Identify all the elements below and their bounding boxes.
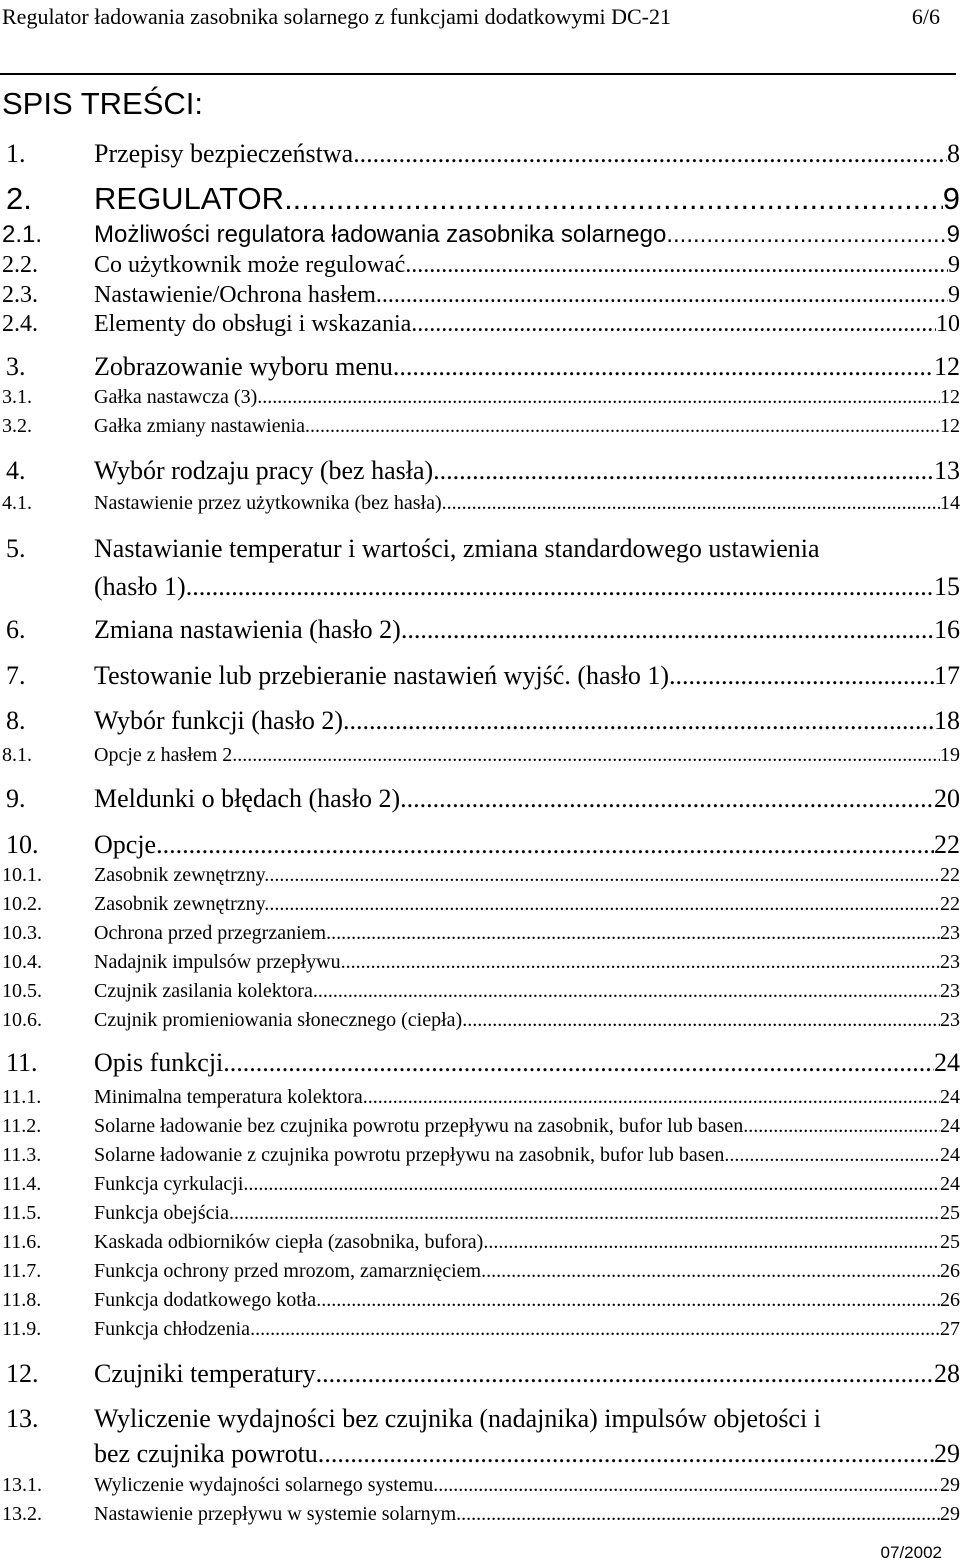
toc-leader-dots [411,312,936,336]
toc-entry-page: 18 [934,706,960,735]
toc-entry-number: 11. [6,1048,38,1077]
toc-leader-dots [393,354,934,380]
toc-entry-number: 11.3. [2,1144,42,1166]
toc-entry-number: 10.1. [2,864,42,886]
toc-entry-number: 12. [6,1359,39,1388]
toc-entry-page: 9 [942,181,960,216]
toc-entry-page: 8 [947,139,960,168]
toc-entry-title: Czujnik promieniowania słonecznego (ciepła) [94,1009,463,1031]
toc-leader-dots [666,223,946,247]
toc-entry-title: Przepisy bezpieczeństwa. [94,139,360,168]
toc-entry[interactable] [0,708,960,738]
toc-entry-page: 24 [940,1173,960,1195]
toc-entry-title: Zasobnik zewnętrzny. [94,864,270,886]
toc-entry-page: 24 [940,1086,960,1108]
toc-entry-title: Wyliczenie wydajności bez czujnika (nadajnika) impulsów objetości i [94,1404,821,1433]
toc-entry[interactable] [0,181,960,216]
toc-entry-number: 11.8. [2,1289,42,1311]
toc-entry[interactable] [0,1261,960,1291]
toc-entry[interactable] [0,1174,960,1204]
toc-entry[interactable] [0,536,960,566]
toc-entry-title: Minimalna temperatura kolektora [94,1086,363,1108]
toc-entry[interactable] [0,865,960,895]
toc-entry[interactable] [0,923,960,953]
toc-entry-page: 27 [940,1318,960,1340]
toc-entry-title: Solarne ładowanie bez czujnika powrotu przepływu na zasobnik, bufor lub basen [94,1115,744,1137]
toc-entry-title: Ochrona przed przegrzaniem [94,922,327,944]
toc-entry-number: 2.4. [2,311,38,337]
toc-entry-number: 11.5. [2,1202,42,1224]
toc-entry-title: Nastawienie przez użytkownika (bez hasła) [94,492,442,514]
toc-entry-number: 7. [6,661,26,690]
toc-entry-number: 2.1. [2,221,43,248]
toc-entry-title: Meldunki o błędach (hasło 2) [94,784,401,813]
toc-entry-page: 22 [934,830,960,859]
toc-entry-page: 15 [934,572,960,601]
toc-entry-page: 29 [934,1439,960,1468]
toc-entry[interactable] [0,1361,960,1391]
toc-leader-dots [743,1116,940,1136]
toc-leader-dots [326,923,940,943]
toc-entry-page: 12 [940,386,960,408]
toc-entry-title: Co użytkownik może regulować [94,252,406,278]
toc-entry-title: Wyliczenie wydajności solarnego systemu. [94,1474,439,1496]
toc-entry[interactable] [0,617,960,647]
toc-entry-title: Funkcja ochrony przed mrozom, zamarznięciem [94,1260,482,1282]
toc-entry-page: 14 [940,492,960,514]
toc-entry-number: 6. [6,615,26,644]
toc-entry[interactable] [0,387,960,417]
toc-entry[interactable] [0,981,960,1011]
toc-entry-number: 3.1. [2,386,32,408]
toc-entry-number: 11.9. [2,1318,42,1340]
toc-entry-page: 24 [940,1115,960,1137]
toc-leader-dots [305,416,940,436]
toc-entry-page: 22 [940,893,960,915]
toc-entry[interactable] [0,832,960,862]
toc-entry-page: 19 [940,744,960,766]
toc-leader-dots [316,1361,934,1387]
toc-entry[interactable] [0,458,960,488]
toc-entry-page: 17 [934,661,960,690]
toc-leader-dots [324,1441,934,1467]
toc-entry-page: 13 [934,456,960,485]
toc-entry-title: Elementy do obsługi i wskazania [94,311,412,337]
toc-entry-title: Nadajnik impulsów przepływu [94,951,341,973]
toc-entry[interactable] [0,1203,960,1233]
toc-entry-page: 26 [940,1260,960,1282]
toc-entry-page: 23 [940,980,960,1002]
toc-entry-title: Funkcja cyrkulacji [94,1173,244,1195]
toc-entry[interactable] [0,1504,960,1534]
toc-entry-page: 20 [934,784,960,813]
toc-entry[interactable] [0,1232,960,1262]
toc-entry-number: 13. [6,1404,39,1433]
toc-entry[interactable] [0,1050,960,1080]
toc-entry[interactable] [0,354,960,384]
toc-entry-page: 16 [934,615,960,644]
toc-entry[interactable] [0,283,960,313]
toc-entry-title: Wybór rodzaju pracy (bez hasła) [94,456,434,485]
toc-leader-dots [724,1145,940,1165]
toc-entry-number: 4.1. [2,492,32,514]
toc-leader-dots [186,574,934,600]
toc-entry-number: 8.1. [2,744,32,766]
toc-leader-dots [363,1087,940,1107]
toc-leader-dots [250,1319,940,1339]
toc-entry-title: Opis funkcji [94,1048,224,1077]
toc-leader-dots [269,865,940,885]
toc-entry-page: 29 [940,1503,960,1525]
toc-leader-dots [483,1232,940,1252]
toc-entry-title: Funkcja dodatkowego kotła [94,1289,317,1311]
toc-entry[interactable] [0,141,960,171]
toc-entry-title: REGULATOR [94,181,285,216]
toc-entry-number: 2.3. [2,282,38,308]
toc-entry-number: 11.2. [2,1115,42,1137]
toc-entry[interactable] [0,1290,960,1320]
toc-entry-page: 23 [940,951,960,973]
toc-entry[interactable] [0,1116,960,1146]
toc-entry[interactable] [0,1145,960,1175]
footer-date: 07/2002 [880,1543,942,1562]
toc-entry-number: 11.7. [2,1260,42,1282]
toc-entry-number: 10. [6,830,39,859]
toc-leader-dots [313,981,940,1001]
toc-entry-number: 4. [6,456,26,485]
toc-entry-number: 10.2. [2,893,42,915]
toc-leader-dots [481,1261,940,1281]
toc-entry[interactable] [0,894,960,924]
toc-entry[interactable] [0,663,960,693]
toc-entry-title: Nastawienie/Ochrona hasłem [94,282,376,308]
toc-entry-continuation[interactable] [0,574,960,604]
toc-leader-dots [229,1203,940,1223]
toc-entry-title-continuation: (hasło 1) [94,572,186,601]
header-page-number: 6/6 [911,4,940,29]
toc-entry-title: Opcje z hasłem 2. [94,744,238,766]
toc-entry-title: Zasobnik zewnętrzny. [94,893,270,915]
toc-leader-dots [405,253,948,277]
toc-entry-number: 13.1. [2,1474,42,1496]
toc-entry-title: Funkcja chłodzenia [94,1318,251,1340]
toc-entry-title: Czujniki temperatury [94,1359,316,1388]
toc-entry-page: 23 [940,1009,960,1031]
toc-leader-dots [462,1010,940,1030]
toc-entry-title: Czujnik zasilania kolektora [94,980,313,1002]
toc-entry-title: Nastawienie przepływu w systemie solarnym [94,1503,457,1525]
toc-leader-dots [156,832,934,858]
toc-entry[interactable] [0,493,960,523]
toc-leader-dots [223,1050,934,1076]
toc-leader-dots [376,283,948,307]
toc-entry[interactable] [0,952,960,982]
toc-entry-page: 24 [940,1144,960,1166]
toc-entry[interactable] [0,745,960,775]
toc-entry-page: 23 [940,922,960,944]
toc-leader-dots [257,387,940,407]
toc-entry-title: Gałka nastawcza (3) [94,386,258,408]
toc-entry-title: Gałka zmiany nastawienia [94,415,306,437]
toc-entry-page: 25 [940,1202,960,1224]
toc-entry-number: 11.4. [2,1173,42,1195]
toc-leader-dots [438,1475,940,1495]
toc-entry[interactable] [0,312,960,342]
toc-entry[interactable] [0,786,960,816]
toc-entry-number: 10.3. [2,922,42,944]
toc-entry-number: 3. [6,352,26,381]
toc-entry-number: 2.2. [2,252,38,278]
toc-entry-title: Nastawianie temperatur i wartości, zmiana standardowego ustawienia [94,534,820,563]
toc-entry-number: 1. [6,139,26,168]
toc-entry-page: 26 [940,1289,960,1311]
toc-entry-title: Zmiana nastawienia (hasło 2) [94,615,401,644]
toc-entry-page: 25 [940,1231,960,1253]
toc-entry-title: Zobrazowanie wyboru menu [94,352,393,381]
toc-leader-dots [269,894,940,914]
toc-entry-number: 2. [6,181,32,216]
toc-leader-dots [341,952,940,972]
toc-entry[interactable] [0,1406,960,1436]
toc-leader-dots [349,708,934,734]
toc-entry-page: 22 [940,864,960,886]
toc-leader-dots [401,617,934,643]
toc-leader-dots [669,663,934,689]
toc-entry-page: 12 [934,352,960,381]
toc-entry-number: 5. [6,534,26,563]
toc-leader-dots [360,141,947,167]
toc-entry[interactable] [0,1319,960,1349]
toc-entry-number: 10.4. [2,951,42,973]
toc-entry-page: 29 [940,1474,960,1496]
toc-entry-page: 9 [948,252,960,278]
toc-entry-number: 3.2. [2,415,32,437]
toc-entry-title: Solarne ładowanie z czujnika powrotu przepływu na zasobnik, bufor lub basen [94,1144,725,1166]
toc-entry-number: 11.6. [2,1231,42,1253]
toc-entry-number: 10.5. [2,980,42,1002]
toc-entry-page: 9 [948,282,960,308]
toc-entry-number: 9. [6,784,26,813]
toc-entry-continuation[interactable] [0,1441,960,1471]
toc-entry-page: 12 [940,415,960,437]
header-divider [0,73,956,75]
toc-entry[interactable] [0,1010,960,1040]
toc-entry-page: 10 [936,311,960,337]
toc-entry-number: 8. [6,706,26,735]
toc-entry-title: Testowanie lub przebieranie nastawień wyjść. (hasło 1) [94,661,670,690]
toc-title: SPIS TREŚCI: [2,86,203,121]
toc-leader-dots [284,183,943,214]
toc-entry-page: 24 [934,1048,960,1077]
toc-entry-page: 28 [934,1359,960,1388]
toc-entry-title: Opcje [94,830,157,859]
toc-entry-title: Kaskada odbiorników ciepła (zasobnika, bufora) [94,1231,484,1253]
toc-entry-number: 10.6. [2,1009,42,1031]
toc-leader-dots [456,1504,940,1524]
toc-entry[interactable] [0,416,960,446]
toc-entry-title: Wybór funkcji (hasło 2). [94,706,350,735]
toc-entry-title: Funkcja obejścia [94,1202,229,1224]
toc-leader-dots [433,458,934,484]
toc-entry-number: 13.2. [2,1503,42,1525]
toc-leader-dots [237,745,940,765]
toc-entry[interactable] [0,1087,960,1117]
toc-leader-dots [400,786,934,812]
toc-entry-page: 9 [946,221,960,248]
toc-leader-dots [316,1290,940,1310]
toc-entry[interactable] [0,223,960,253]
toc-entry-title: Możliwości regulatora ładowania zasobnika solarnego [94,221,667,248]
toc-entry-title-continuation: bez czujnika powrotu. [94,1439,325,1468]
header-title: Regulator ładowania zasobnika solarnego z funkcjami dodatkowymi DC-21 [2,4,671,29]
toc-leader-dots [243,1174,940,1194]
toc-leader-dots [442,493,940,513]
toc-entry[interactable] [0,253,960,283]
toc-entry-number: 11.1. [2,1086,42,1108]
page-header [0,0,960,80]
toc-entry[interactable] [0,1475,960,1505]
